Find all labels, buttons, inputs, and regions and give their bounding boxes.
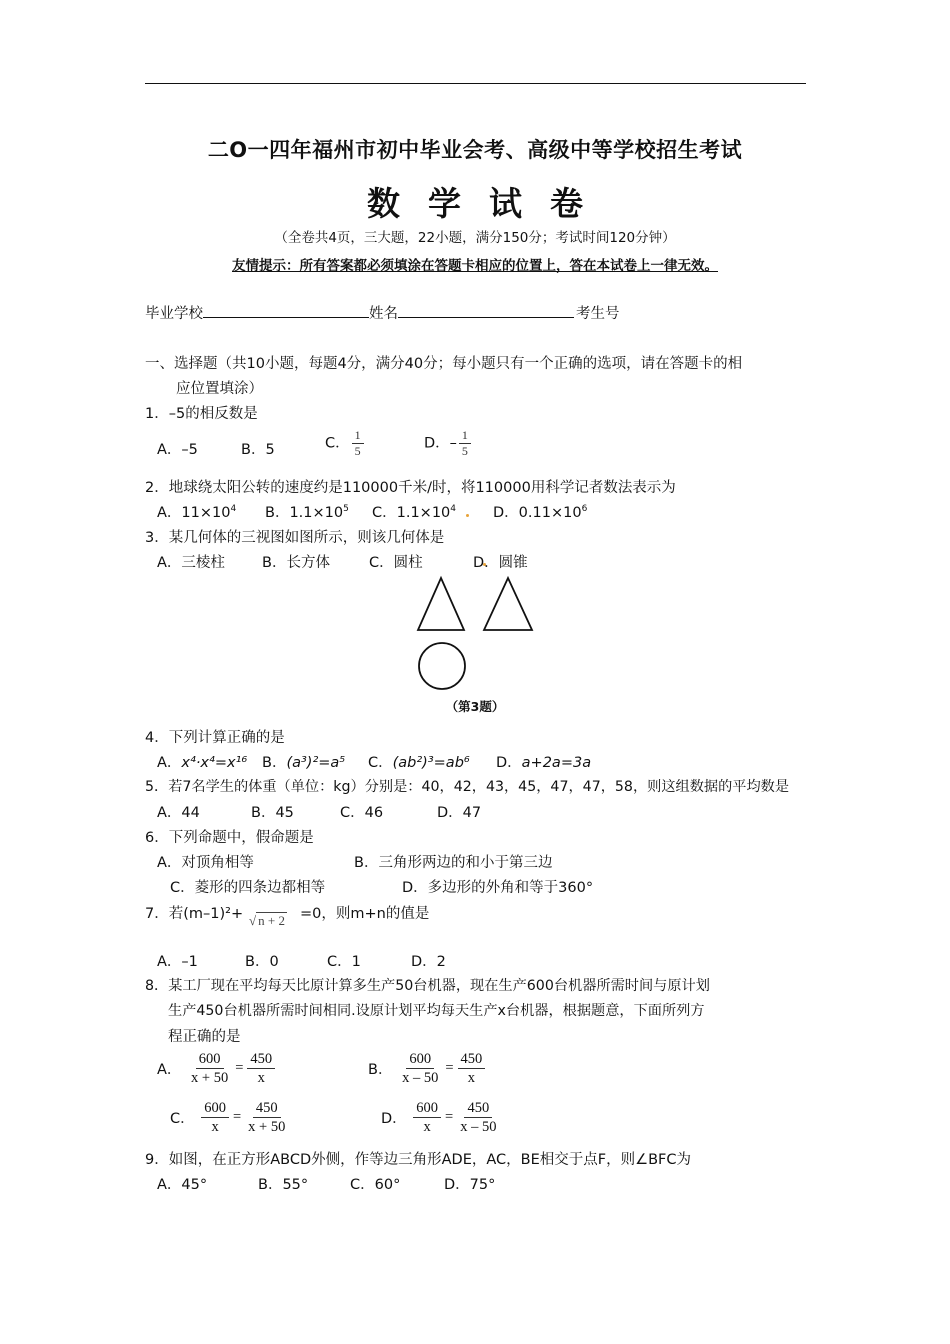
q2-option-b: B．$1.1\times 10^5$ (265, 504, 349, 521)
q7-option-b: B．0 (245, 954, 279, 970)
q5-option-b: B．45 (251, 805, 294, 821)
q3-option-b: B．长方体 (262, 555, 330, 571)
q8-stem-3: 程正确的是 (168, 1029, 241, 1045)
q4-option-a: A．x⁴·x⁴=x¹⁶ (157, 755, 248, 771)
q9-option-a: A．45° (157, 1177, 208, 1193)
q7-option-a: A．–1 (157, 954, 198, 970)
q8-option-d: D． $\frac{600}{x}$ = $\frac{450}{x - 50}$ (381, 1100, 497, 1135)
name-blank[interactable] (398, 303, 574, 318)
q1-d-fraction: $\frac{1}{5}$ (459, 428, 471, 459)
front-view-triangle (418, 578, 464, 630)
q3-option-d: D．圆锥 (473, 555, 528, 571)
q7-stem-start: 7．若(m–1)²+ (145, 906, 244, 922)
q2-option-a: A．$11\times 10^4$ (157, 504, 237, 521)
side-view-triangle (484, 578, 532, 630)
q9-option-b: B．55° (258, 1177, 309, 1193)
q2-option-c: C．$1.1\times 10^4$ (372, 504, 457, 521)
q7-stem-end: =0，则m+n的值是 (300, 906, 430, 922)
q1-d-label: D．– (424, 435, 457, 452)
q1-option-a: A．–5 (157, 442, 198, 458)
q5-option-d: D．47 (437, 805, 482, 821)
exam-title: 二O一四年福州市初中毕业会考、高级中等学校招生考试 (207, 138, 743, 162)
q6-option-c: C．菱形的四条边都相等 (170, 880, 326, 896)
q6-option-a: A．对顶角相等 (157, 855, 254, 871)
q3-stem: 3．某几何体的三视图如图所示，则该几何体是 (145, 530, 445, 546)
exam-no-label: 考生号 (576, 306, 620, 322)
q1-stem: 1．–5的相反数是 (145, 406, 258, 422)
q6-stem: 6．下列命题中，假命题是 (145, 830, 314, 846)
q4-option-b: B．(a³)²=a⁵ (262, 755, 346, 771)
q8-option-b: B． $\frac{600}{x - 50}$ = $\frac{450}{x}$ (368, 1050, 487, 1087)
stray-mark (466, 514, 469, 517)
q5-stem: 5．若7名学生的体重（单位：kg）分别是：40，42，43，45，47，47，58，则这组数据的平均数是 (145, 779, 790, 795)
q2-stem: 2．地球绕太阳公转的速度约是110000千米/时，将110000用科学记者数法表示为 (145, 480, 676, 496)
q9-stem: 9．如图，在正方形ABCD外侧，作等边三角形ADE，AC，BE相交于点F，则∠BFC为 (145, 1152, 692, 1168)
q7-option-c: C．1 (327, 954, 361, 970)
subject-title: 数学试卷 (367, 184, 611, 223)
q4-option-c: C．(ab²)³=ab⁶ (368, 755, 470, 771)
top-view-circle (419, 643, 465, 689)
q4-stem: 4．下列计算正确的是 (145, 730, 285, 746)
exam-info: （全卷共4页，三大题，22小题，满分150分；考试时间120分钟） (274, 230, 676, 246)
q9-option-c: C．60° (350, 1177, 401, 1193)
q3-option-c: C．圆柱 (369, 555, 423, 571)
q1-c-fraction: $\frac{1}{5}$ (352, 428, 364, 459)
q1-option-d (424, 428, 473, 459)
q6-option-d: D．多边形的外角和等于360° (402, 880, 594, 896)
q2-option-d: D．$0.11\times 10^6$ (493, 504, 588, 521)
q1-option-b: B．5 (241, 442, 275, 458)
q8-option-c: C． $\frac{600}{x}$ = $\frac{450}{x + 50}$ (170, 1100, 286, 1135)
q9-option-d: D．75° (444, 1177, 496, 1193)
q8-stem-1: 8．某工厂现在平均每天比原计算多生产50台机器，现在生产600台机器所需时间与原计划 (145, 978, 710, 994)
q1-c-label: C． (325, 435, 350, 452)
q4-option-d: D．a+2a=3a (496, 755, 592, 771)
q7-option-d: D．2 (411, 954, 446, 970)
q3-figure-caption: （第3题） (445, 699, 505, 714)
q8-option-a: A． $\frac{600}{x + 50}$ = $\frac{450}{x}$ (157, 1050, 277, 1087)
section-heading-cont: 应位置填涂） (176, 381, 263, 397)
name-label: 姓名 (369, 306, 398, 322)
top-rule (145, 83, 806, 84)
three-view-figure (410, 574, 540, 694)
student-info-line (145, 302, 620, 323)
q5-option-c: C．46 (340, 805, 384, 821)
q6-option-b: B．三角形两边的和小于第三边 (354, 855, 553, 871)
q1-option-c (325, 428, 366, 459)
school-blank[interactable] (203, 303, 369, 318)
school-label: 毕业学校 (145, 306, 203, 322)
q7-sqrt: √ n + 2 (249, 913, 285, 928)
q3-option-a: A．三棱柱 (157, 555, 225, 571)
q5-option-a: A．44 (157, 805, 200, 821)
q8-stem-2: 生产450台机器所需时间相同.设原计划平均每天生产x台机器，根据题意，下面所列方 (168, 1003, 705, 1019)
section-heading: 一、选择题（共10小题，每题4分，满分40分；每小题只有一个正确的选项，请在答题卡的相 (145, 356, 743, 372)
friendly-hint: 友情提示：所有答案都必须填涂在答题卡相应的位置上，答在本试卷上一律无效。 (232, 258, 718, 274)
